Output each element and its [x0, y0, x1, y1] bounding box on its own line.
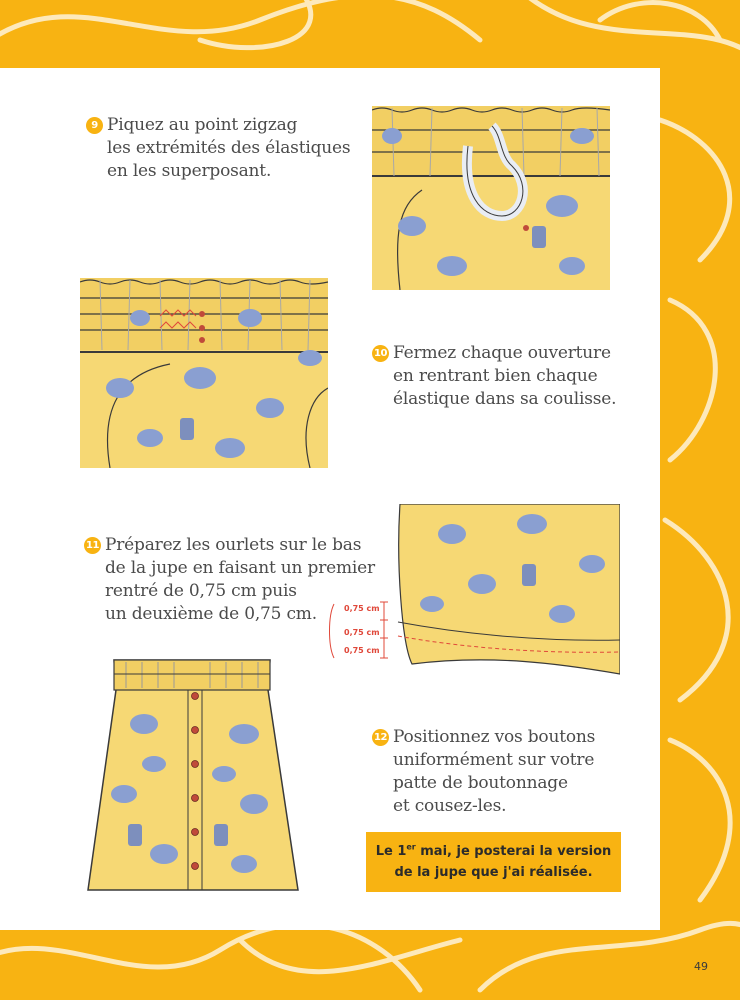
step-text-line: en rentrant bien chaque	[393, 366, 598, 386]
illustration-hem	[392, 504, 620, 680]
step-text-line: élastique dans sa coulisse.	[393, 389, 617, 409]
illustration-elastic-loop	[372, 106, 610, 290]
step-text-line: uniformément sur votre	[393, 750, 595, 770]
step-10	[372, 342, 616, 411]
measurement-label: 0,75 cm	[344, 646, 380, 655]
illustration-elastic-zigzag	[80, 278, 328, 468]
step-text-line: rentré de 0,75 cm puis	[105, 581, 297, 601]
callout-line-2: de la jupe que j'ai réalisée.	[394, 865, 593, 880]
measurement-label: 0,75 cm	[344, 628, 380, 637]
step-number-badge: 9	[86, 117, 103, 134]
callout-line-1: Le 1er mai, je posterai la version	[375, 842, 612, 859]
page-number: 49	[694, 960, 708, 973]
step-text-line: Fermez chaque ouverture	[393, 343, 611, 363]
callout-box	[366, 832, 621, 892]
step-text-line: les extrémités des élastiques	[107, 138, 351, 158]
step-text-line: patte de boutonnage	[393, 773, 568, 793]
step-text-line: Positionnez vos boutons	[393, 727, 596, 747]
step-12	[372, 726, 595, 818]
step-text-line: Préparez les ourlets sur le bas	[105, 535, 362, 555]
step-text-line: et cousez-les.	[393, 796, 507, 816]
illustration-finished-skirt	[84, 654, 300, 894]
step-text-line: en les superposant.	[107, 161, 272, 181]
step-number-badge: 11	[84, 537, 101, 554]
step-text-line: Piquez au point zigzag	[107, 115, 298, 135]
step-number-badge: 12	[372, 729, 389, 746]
measurement-label: 0,75 cm	[344, 604, 380, 613]
step-9	[86, 114, 350, 183]
step-number-badge: 10	[372, 345, 389, 362]
step-text-line: de la jupe en faisant un premier	[105, 558, 375, 578]
step-text-line: un deuxième de 0,75 cm.	[105, 604, 317, 624]
